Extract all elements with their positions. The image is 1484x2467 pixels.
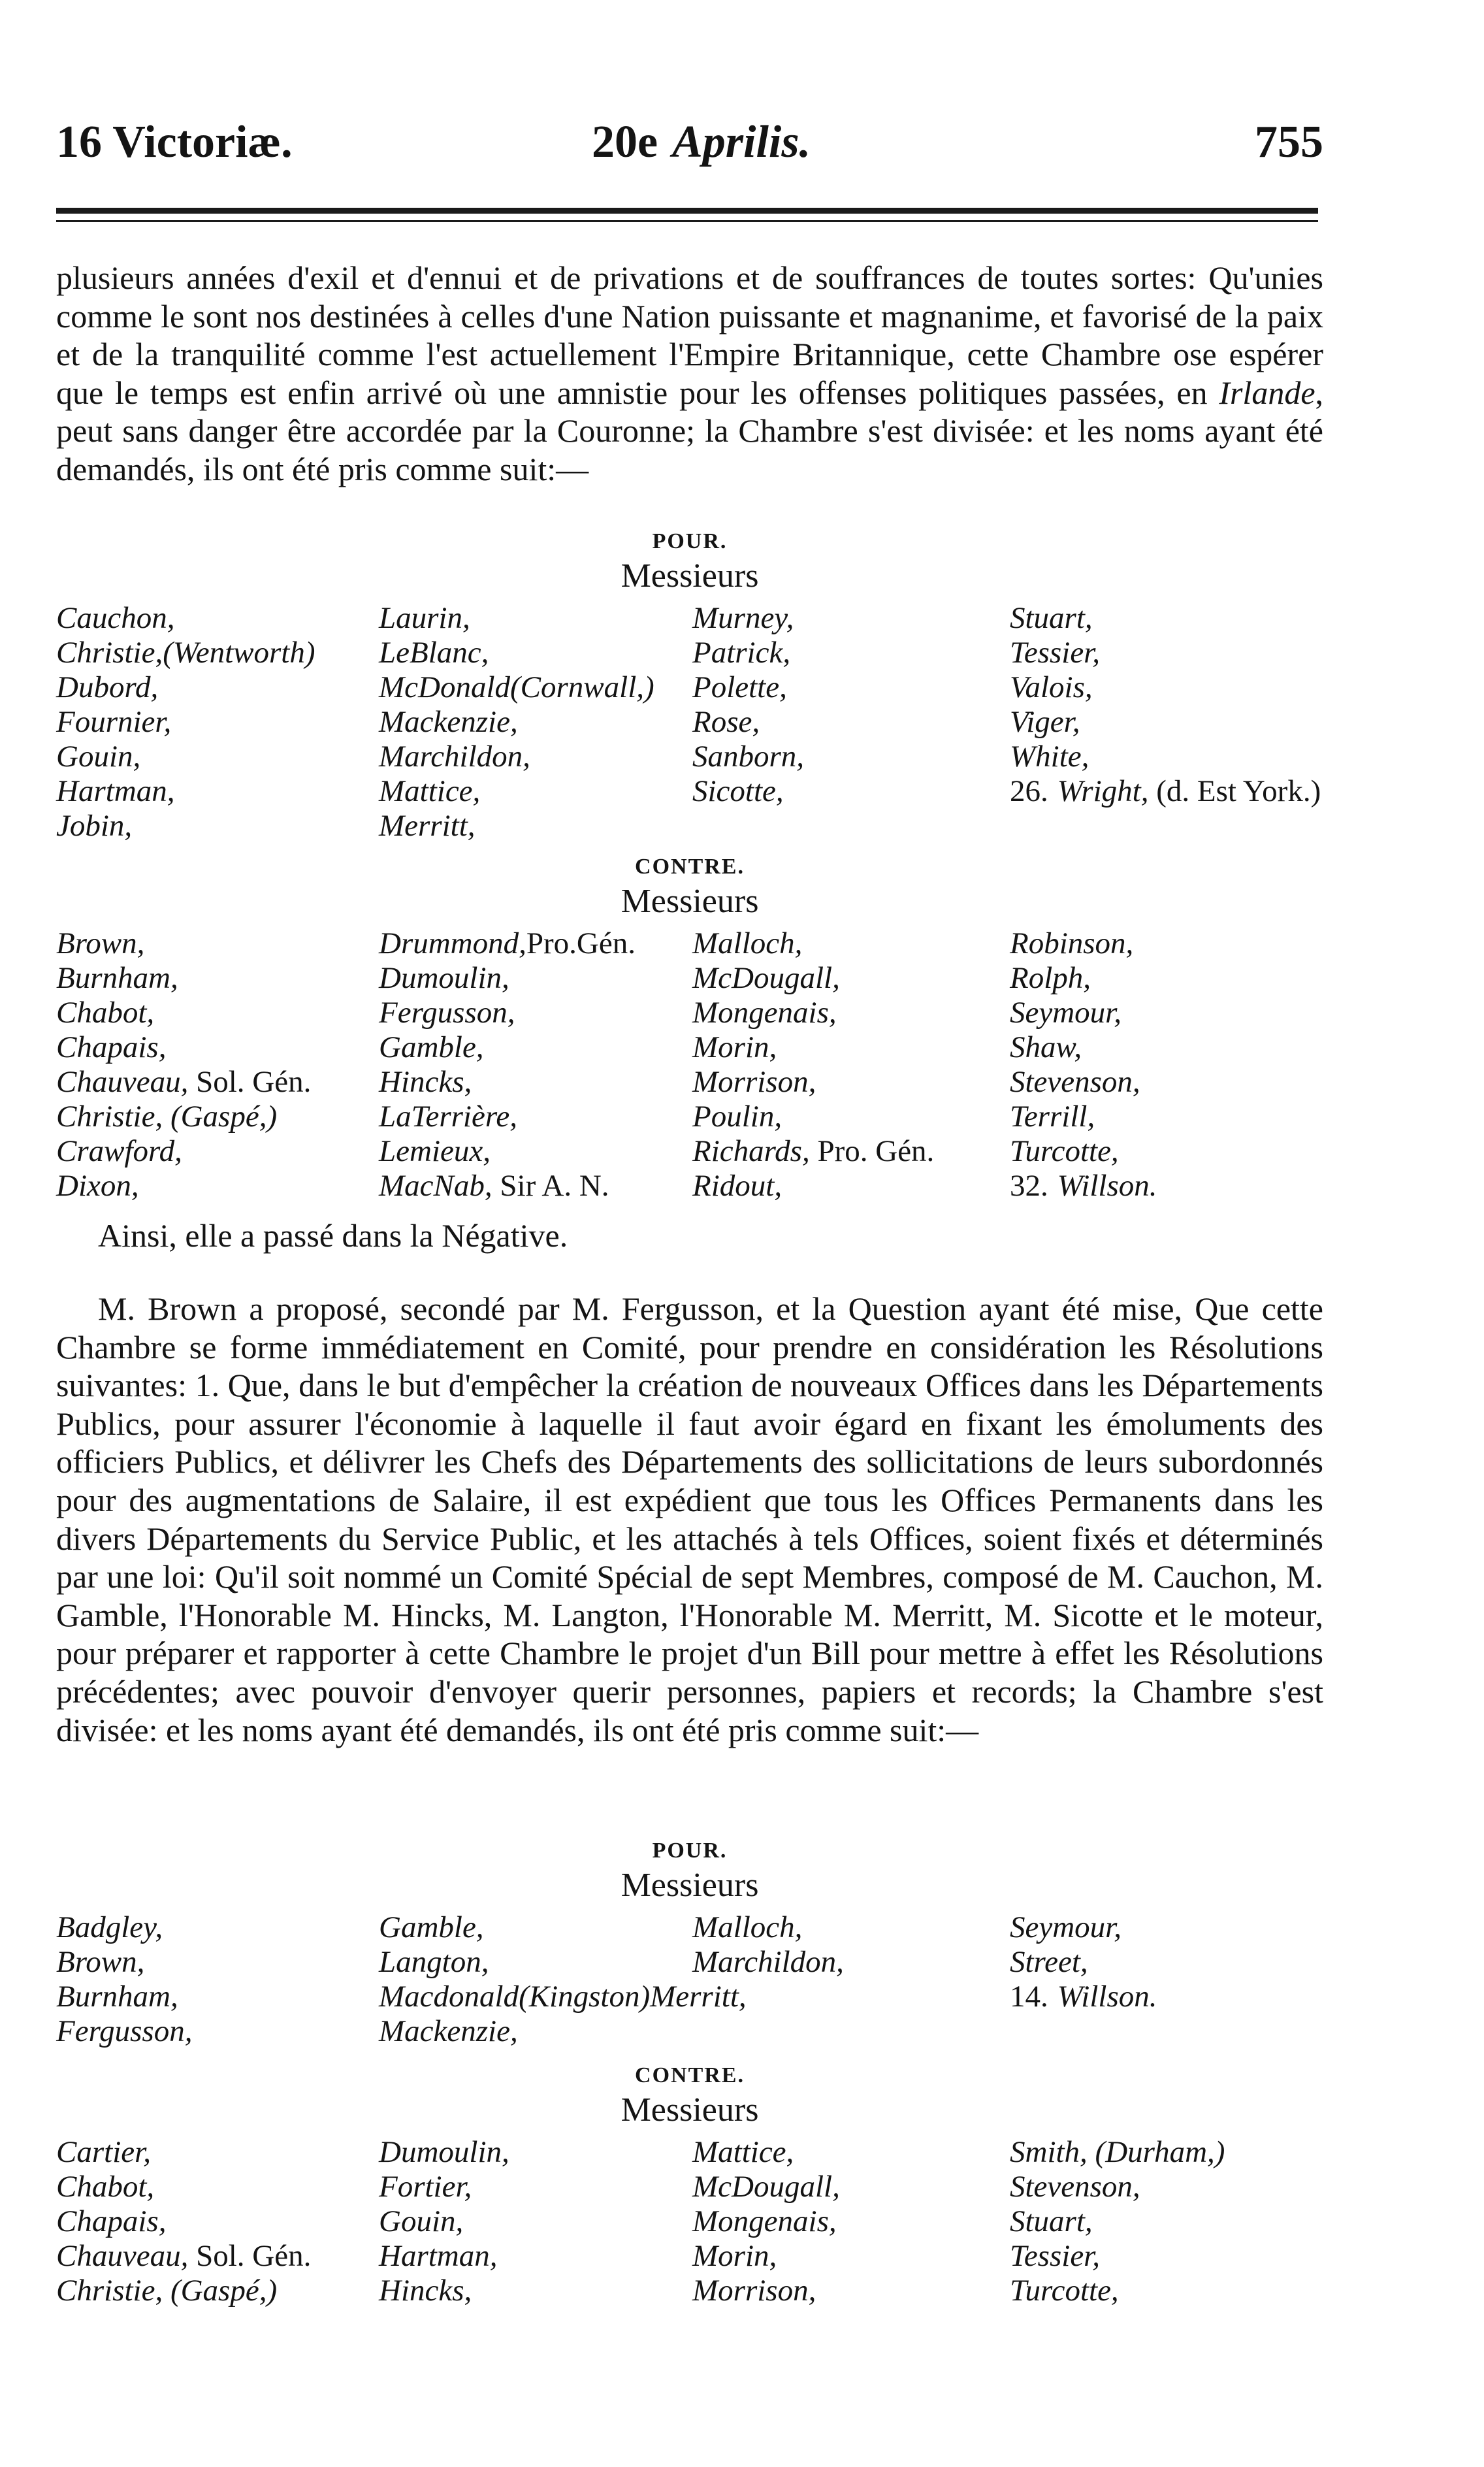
member-name xyxy=(1010,636,1100,670)
vote1-result: Ainsi, elle a passé dans la Négative. xyxy=(98,1217,568,1254)
member-title: Pro. Gén. xyxy=(809,1134,935,1168)
member-surname: Hartman, xyxy=(56,774,175,808)
vote2-pour-list xyxy=(56,1910,1336,2049)
member-name xyxy=(692,926,802,961)
member-name xyxy=(692,601,794,636)
name-row xyxy=(56,1945,1336,1980)
name-row xyxy=(56,809,1336,843)
member-name xyxy=(692,1945,844,1980)
name-row xyxy=(56,1030,1336,1065)
name-row xyxy=(56,636,1336,670)
member-name xyxy=(56,1169,139,1203)
member-name xyxy=(379,1169,609,1203)
member-surname: Hartman, xyxy=(379,2239,498,2273)
member-surname: Crawford, xyxy=(56,1134,182,1168)
member-name xyxy=(56,1100,277,1134)
member-surname: Rolph, xyxy=(1010,961,1091,995)
member-name xyxy=(379,670,654,705)
name-row xyxy=(56,1169,1336,1203)
member-surname: Patrick, xyxy=(692,636,791,670)
name-row xyxy=(56,740,1336,774)
paragraph1-text-end: , peut sans danger être accordée par la Couronne; la Chambre s'est divisée: et les noms ayant été demandés, ils ont été pris comme suit:— xyxy=(56,374,1324,487)
member-surname: Merritt, xyxy=(379,809,476,843)
member-surname: Sicotte, xyxy=(692,774,784,808)
member-surname: Mackenzie, xyxy=(379,2014,518,2048)
vote1-contre-messieurs: Messieurs xyxy=(621,883,759,920)
member-name xyxy=(1010,1945,1088,1980)
name-row xyxy=(56,670,1336,705)
member-surname: Gouin, xyxy=(379,2204,464,2238)
member-name xyxy=(1010,1100,1095,1134)
member-surname: Laurin, xyxy=(379,601,470,635)
member-surname: MacNab, xyxy=(379,1169,492,1203)
member-surname: Mattice, xyxy=(692,2135,794,2169)
member-surname: McDougall, xyxy=(692,2170,840,2204)
member-name xyxy=(1010,1065,1140,1100)
member-name xyxy=(56,1065,311,1100)
member-surname: White, xyxy=(1010,740,1089,774)
header-rule-thick xyxy=(56,208,1318,214)
member-name xyxy=(379,1030,484,1065)
vote-count: 26. xyxy=(1010,774,1048,808)
name-row xyxy=(56,774,1336,809)
member-surname: Drummond, xyxy=(379,926,526,960)
member-name xyxy=(1010,2274,1119,2308)
member-surname: Burnham, xyxy=(56,1980,178,2014)
member-title: (d. Est York.) xyxy=(1148,774,1321,808)
member-name xyxy=(1010,670,1093,705)
name-row xyxy=(56,1980,1336,2014)
member-name xyxy=(1010,2135,1225,2170)
member-surname: Wright, xyxy=(1057,774,1149,808)
member-surname: Dumoulin, xyxy=(379,2135,509,2169)
header-day: 20e xyxy=(592,117,658,167)
motion-paragraph: M. Brown a proposé, secondé par M. Fergusson, et la Question ayant été mise, Que cette Chambre se forme immédiatement en Comité, pour prendre en considération les Résolutions suivantes: 1. Que, dans le but d'empêcher la création de nouveaux Offices dans les Départements Publics, pour assurer l'économie à laquelle il faut avoir égard en fixant les émoluments des officiers Publics, et délivrer les Chefs des Départements des sollicitations de leurs subordonnés pour des augmentations de Salaire, il est expédient que tous les Offices Permanents dans les divers Départements du Service Public, et les attachés à tels Offices, soient fixés et déterminés par une loi: Qu'il soit nommé un Comité Spécial de sept Membres, composé de M. Cauchon, M. Gamble, l'Honorable M. Hincks, M. Langton, l'Honorable M. Merritt, M. Sicotte et le moteur, pour préparer et rapporter à cette Chambre le projet d'un Bill pour mettre à effet les Résolutions précédentes; avec pouvoir d'envoyer querir personnes, papiers et records; la Chambre s'est divisée: et les noms ayant été demandés, ils ont été pris comme suit:— xyxy=(56,1290,1323,1748)
member-surname: Terrill, xyxy=(1010,1100,1095,1134)
member-surname: Chabot, xyxy=(56,996,155,1030)
member-surname: Rose, xyxy=(692,705,760,739)
member-name xyxy=(56,1030,166,1065)
name-row xyxy=(56,1134,1336,1169)
member-name xyxy=(379,961,509,996)
member-surname: Turcotte, xyxy=(1010,1134,1119,1168)
member-surname: Cartier, xyxy=(56,2135,151,2169)
member-surname: Hincks, xyxy=(379,1065,472,1099)
member-name xyxy=(56,1910,163,1945)
member-surname: LaTerrière, xyxy=(379,1100,517,1134)
member-name xyxy=(56,961,178,996)
member-surname: Gamble, xyxy=(379,1910,484,1944)
member-name xyxy=(692,1169,782,1203)
member-name xyxy=(379,2135,509,2170)
member-surname: Turcotte, xyxy=(1010,2274,1119,2308)
member-name xyxy=(1010,705,1080,740)
paragraph1-text: plusieurs années d'exil et d'ennui et de privations et de souffrances de toutes sortes: Qu'unies comme le sont nos destinées à celles d'une Nation puissante et magnanime, et favorisé de la paix et de la tranquilité comme l'est actuellement l'Empire Britannique, cette Chambre ose espérer que le temps est enfin arrivé où une amnistie pour les offenses politiques passées, en xyxy=(56,259,1323,411)
member-surname: Mackenzie, xyxy=(379,705,518,739)
member-surname: Macdonald(Kingston)Merritt, xyxy=(379,1980,747,2014)
member-name xyxy=(56,636,315,670)
member-surname: Morrison, xyxy=(692,1065,816,1099)
member-surname: Mongenais, xyxy=(692,2204,837,2238)
member-surname: Christie, (Gaspé,) xyxy=(56,1100,278,1134)
member-name xyxy=(379,774,480,809)
member-name xyxy=(379,601,470,636)
member-name xyxy=(379,1980,747,2014)
member-name xyxy=(379,996,515,1030)
member-surname: Street, xyxy=(1010,1945,1088,1979)
member-surname: Marchildon, xyxy=(692,1945,844,1979)
member-surname: Lemieux, xyxy=(379,1134,491,1168)
page-header xyxy=(56,116,1323,175)
member-name xyxy=(692,636,790,670)
vote1-contre-list xyxy=(56,926,1336,1203)
member-surname: Dubord, xyxy=(56,670,159,704)
vote1-contre-label: CONTRE. xyxy=(635,855,745,879)
member-surname: Robinson, xyxy=(1010,926,1134,960)
member-name xyxy=(1010,1134,1119,1169)
member-name xyxy=(379,740,530,774)
member-surname: Mattice, xyxy=(379,774,481,808)
member-name xyxy=(692,1030,777,1065)
member-name xyxy=(56,740,140,774)
name-row xyxy=(56,601,1336,636)
member-surname: Fergusson, xyxy=(379,996,515,1030)
member-name xyxy=(379,1100,517,1134)
vote-count: 32. xyxy=(1010,1169,1048,1203)
member-name xyxy=(379,2170,472,2204)
member-name xyxy=(56,774,174,809)
member-name xyxy=(692,774,784,809)
member-surname: Morin, xyxy=(692,1030,777,1064)
member-surname: Chauveau, xyxy=(56,2239,189,2273)
member-name xyxy=(692,2170,840,2204)
name-row xyxy=(56,2274,1336,2308)
member-name xyxy=(1010,1910,1121,1945)
member-name xyxy=(56,2204,166,2239)
member-name xyxy=(379,705,518,740)
member-surname: LeBlanc, xyxy=(379,636,489,670)
vote1-pour-label: POUR. xyxy=(652,529,728,553)
regnal-year: 16 Victoriæ. xyxy=(56,117,293,167)
vote2-contre-list xyxy=(56,2135,1336,2308)
member-surname: Tessier, xyxy=(1010,636,1101,670)
member-name xyxy=(56,670,158,705)
member-surname: Murney, xyxy=(692,601,794,635)
member-name xyxy=(1010,1980,1157,2014)
member-name xyxy=(56,1980,178,2014)
member-name xyxy=(56,2170,154,2204)
member-surname: Dumoulin, xyxy=(379,961,509,995)
member-name xyxy=(692,1065,816,1100)
member-surname: Morin, xyxy=(692,2239,777,2273)
member-name xyxy=(56,996,154,1030)
member-name xyxy=(379,926,636,961)
member-surname: Malloch, xyxy=(692,1910,803,1944)
member-name xyxy=(692,2239,777,2274)
name-row xyxy=(56,2239,1336,2274)
member-riding: Wentworth) xyxy=(172,636,315,670)
name-row xyxy=(56,996,1336,1030)
member-name xyxy=(1010,2239,1100,2274)
member-name xyxy=(379,1134,491,1169)
member-name xyxy=(379,2274,472,2308)
member-name xyxy=(56,601,174,636)
header-rule-thin xyxy=(56,220,1318,222)
member-surname: McDougall, xyxy=(692,961,840,995)
member-name xyxy=(1010,1030,1082,1065)
name-row xyxy=(56,1910,1336,1945)
page-number: 755 xyxy=(1255,117,1323,167)
name-row xyxy=(56,961,1336,996)
member-surname: Ridout, xyxy=(692,1169,782,1203)
member-surname: Valois, xyxy=(1010,670,1093,704)
member-name xyxy=(379,1910,484,1945)
member-name xyxy=(379,2204,463,2239)
member-name xyxy=(692,1134,934,1169)
member-surname: Sanborn, xyxy=(692,740,805,774)
member-name xyxy=(692,705,760,740)
member-surname: Stevenson, xyxy=(1010,2170,1140,2204)
member-name xyxy=(379,809,476,843)
vote1-pour-list xyxy=(56,601,1336,843)
member-title: Sol. Gén. xyxy=(188,1065,312,1099)
member-surname: Seymour, xyxy=(1010,1910,1121,1944)
member-surname: Gouin, xyxy=(56,740,141,774)
member-surname: Tessier, xyxy=(1010,2239,1101,2273)
name-row xyxy=(56,1065,1336,1100)
member-surname: Brown, xyxy=(56,926,145,960)
header-date xyxy=(592,116,811,169)
member-name xyxy=(692,1100,782,1134)
member-surname: Burnham, xyxy=(56,961,178,995)
member-surname: Cauchon, xyxy=(56,601,175,635)
name-row xyxy=(56,2170,1336,2204)
name-row xyxy=(56,705,1336,740)
member-title: Sir A. N. xyxy=(492,1169,609,1203)
member-name xyxy=(379,1945,489,1980)
member-name xyxy=(692,670,787,705)
member-name xyxy=(56,1134,182,1169)
member-name xyxy=(692,996,837,1030)
name-row xyxy=(56,2014,1336,2049)
member-surname: Poulin, xyxy=(692,1100,782,1134)
vote1-pour-messieurs: Messieurs xyxy=(621,557,759,595)
member-name xyxy=(1010,2204,1093,2239)
name-row xyxy=(56,926,1336,961)
vote2-pour-messieurs: Messieurs xyxy=(621,1867,759,1904)
member-surname: Mongenais, xyxy=(692,996,837,1030)
member-name xyxy=(692,2274,816,2308)
member-surname: Willson. xyxy=(1057,1980,1157,2014)
name-row xyxy=(56,2204,1336,2239)
member-surname: Stuart, xyxy=(1010,601,1093,635)
member-name xyxy=(56,2014,192,2049)
member-name xyxy=(56,705,171,740)
member-name xyxy=(379,2014,518,2049)
member-surname: Jobin, xyxy=(56,809,133,843)
member-name xyxy=(1010,601,1093,636)
name-row xyxy=(56,1100,1336,1134)
member-surname: Fournier, xyxy=(56,705,172,739)
member-surname: Langton, xyxy=(379,1945,489,1979)
member-name xyxy=(1010,961,1091,996)
vote2-contre-label: CONTRE. xyxy=(635,2063,745,2087)
member-surname: Chapais, xyxy=(56,1030,167,1064)
member-surname: Marchildon, xyxy=(379,740,530,774)
member-surname: Seymour, xyxy=(1010,996,1121,1030)
member-title: Sol. Gén. xyxy=(188,2239,312,2273)
member-name xyxy=(692,740,804,774)
member-surname: Shaw, xyxy=(1010,1030,1082,1064)
member-surname: Brown, xyxy=(56,1945,145,1979)
member-surname: Chabot, xyxy=(56,2170,155,2204)
member-name xyxy=(692,961,840,996)
member-name xyxy=(379,1065,472,1100)
member-name xyxy=(1010,1169,1157,1203)
member-name xyxy=(1010,926,1133,961)
vote2-pour-label: POUR. xyxy=(652,1838,728,1863)
member-surname: Hincks, xyxy=(379,2274,472,2308)
member-title: Pro.Gén. xyxy=(526,926,636,960)
member-surname: Stuart, xyxy=(1010,2204,1093,2238)
member-surname: Badgley, xyxy=(56,1910,163,1944)
member-name xyxy=(692,2204,837,2239)
member-surname: Dixon, xyxy=(56,1169,139,1203)
vote2-contre-messieurs: Messieurs xyxy=(621,2091,759,2129)
member-surname: Malloch, xyxy=(692,926,803,960)
member-name xyxy=(56,2239,311,2274)
member-name xyxy=(1010,740,1089,774)
opening-paragraph xyxy=(56,259,1323,489)
member-surname: Christie,( xyxy=(56,636,173,670)
member-surname: Fergusson, xyxy=(56,2014,193,2048)
member-surname: Willson. xyxy=(1057,1169,1157,1203)
member-surname: Morrison, xyxy=(692,2274,816,2308)
member-surname: Richards, xyxy=(692,1134,810,1168)
member-name xyxy=(692,2135,794,2170)
member-name xyxy=(379,636,489,670)
member-surname: Christie, (Gaspé,) xyxy=(56,2274,278,2308)
member-surname: Chauveau, xyxy=(56,1065,189,1099)
member-surname: Chapais, xyxy=(56,2204,167,2238)
member-surname: Smith, (Durham,) xyxy=(1010,2135,1225,2169)
member-name xyxy=(56,809,132,843)
member-name xyxy=(379,2239,497,2274)
paragraph1-place: Irlande xyxy=(1219,374,1315,411)
member-surname: Polette, xyxy=(692,670,787,704)
member-name xyxy=(56,2274,277,2308)
member-surname: McDonald(Cornwall,) xyxy=(379,670,654,704)
member-surname: Fortier, xyxy=(379,2170,472,2204)
member-name xyxy=(692,1910,802,1945)
member-surname: Gamble, xyxy=(379,1030,484,1064)
member-name xyxy=(56,1945,144,1980)
header-month: Aprilis. xyxy=(672,117,811,167)
vote-count: 14. xyxy=(1010,1980,1048,2014)
member-surname: Viger, xyxy=(1010,705,1080,739)
member-name xyxy=(1010,774,1321,809)
member-name xyxy=(56,926,144,961)
member-surname: Stevenson, xyxy=(1010,1065,1140,1099)
member-name xyxy=(56,2135,151,2170)
member-name xyxy=(1010,2170,1140,2204)
name-row xyxy=(56,2135,1336,2170)
member-name xyxy=(1010,996,1121,1030)
